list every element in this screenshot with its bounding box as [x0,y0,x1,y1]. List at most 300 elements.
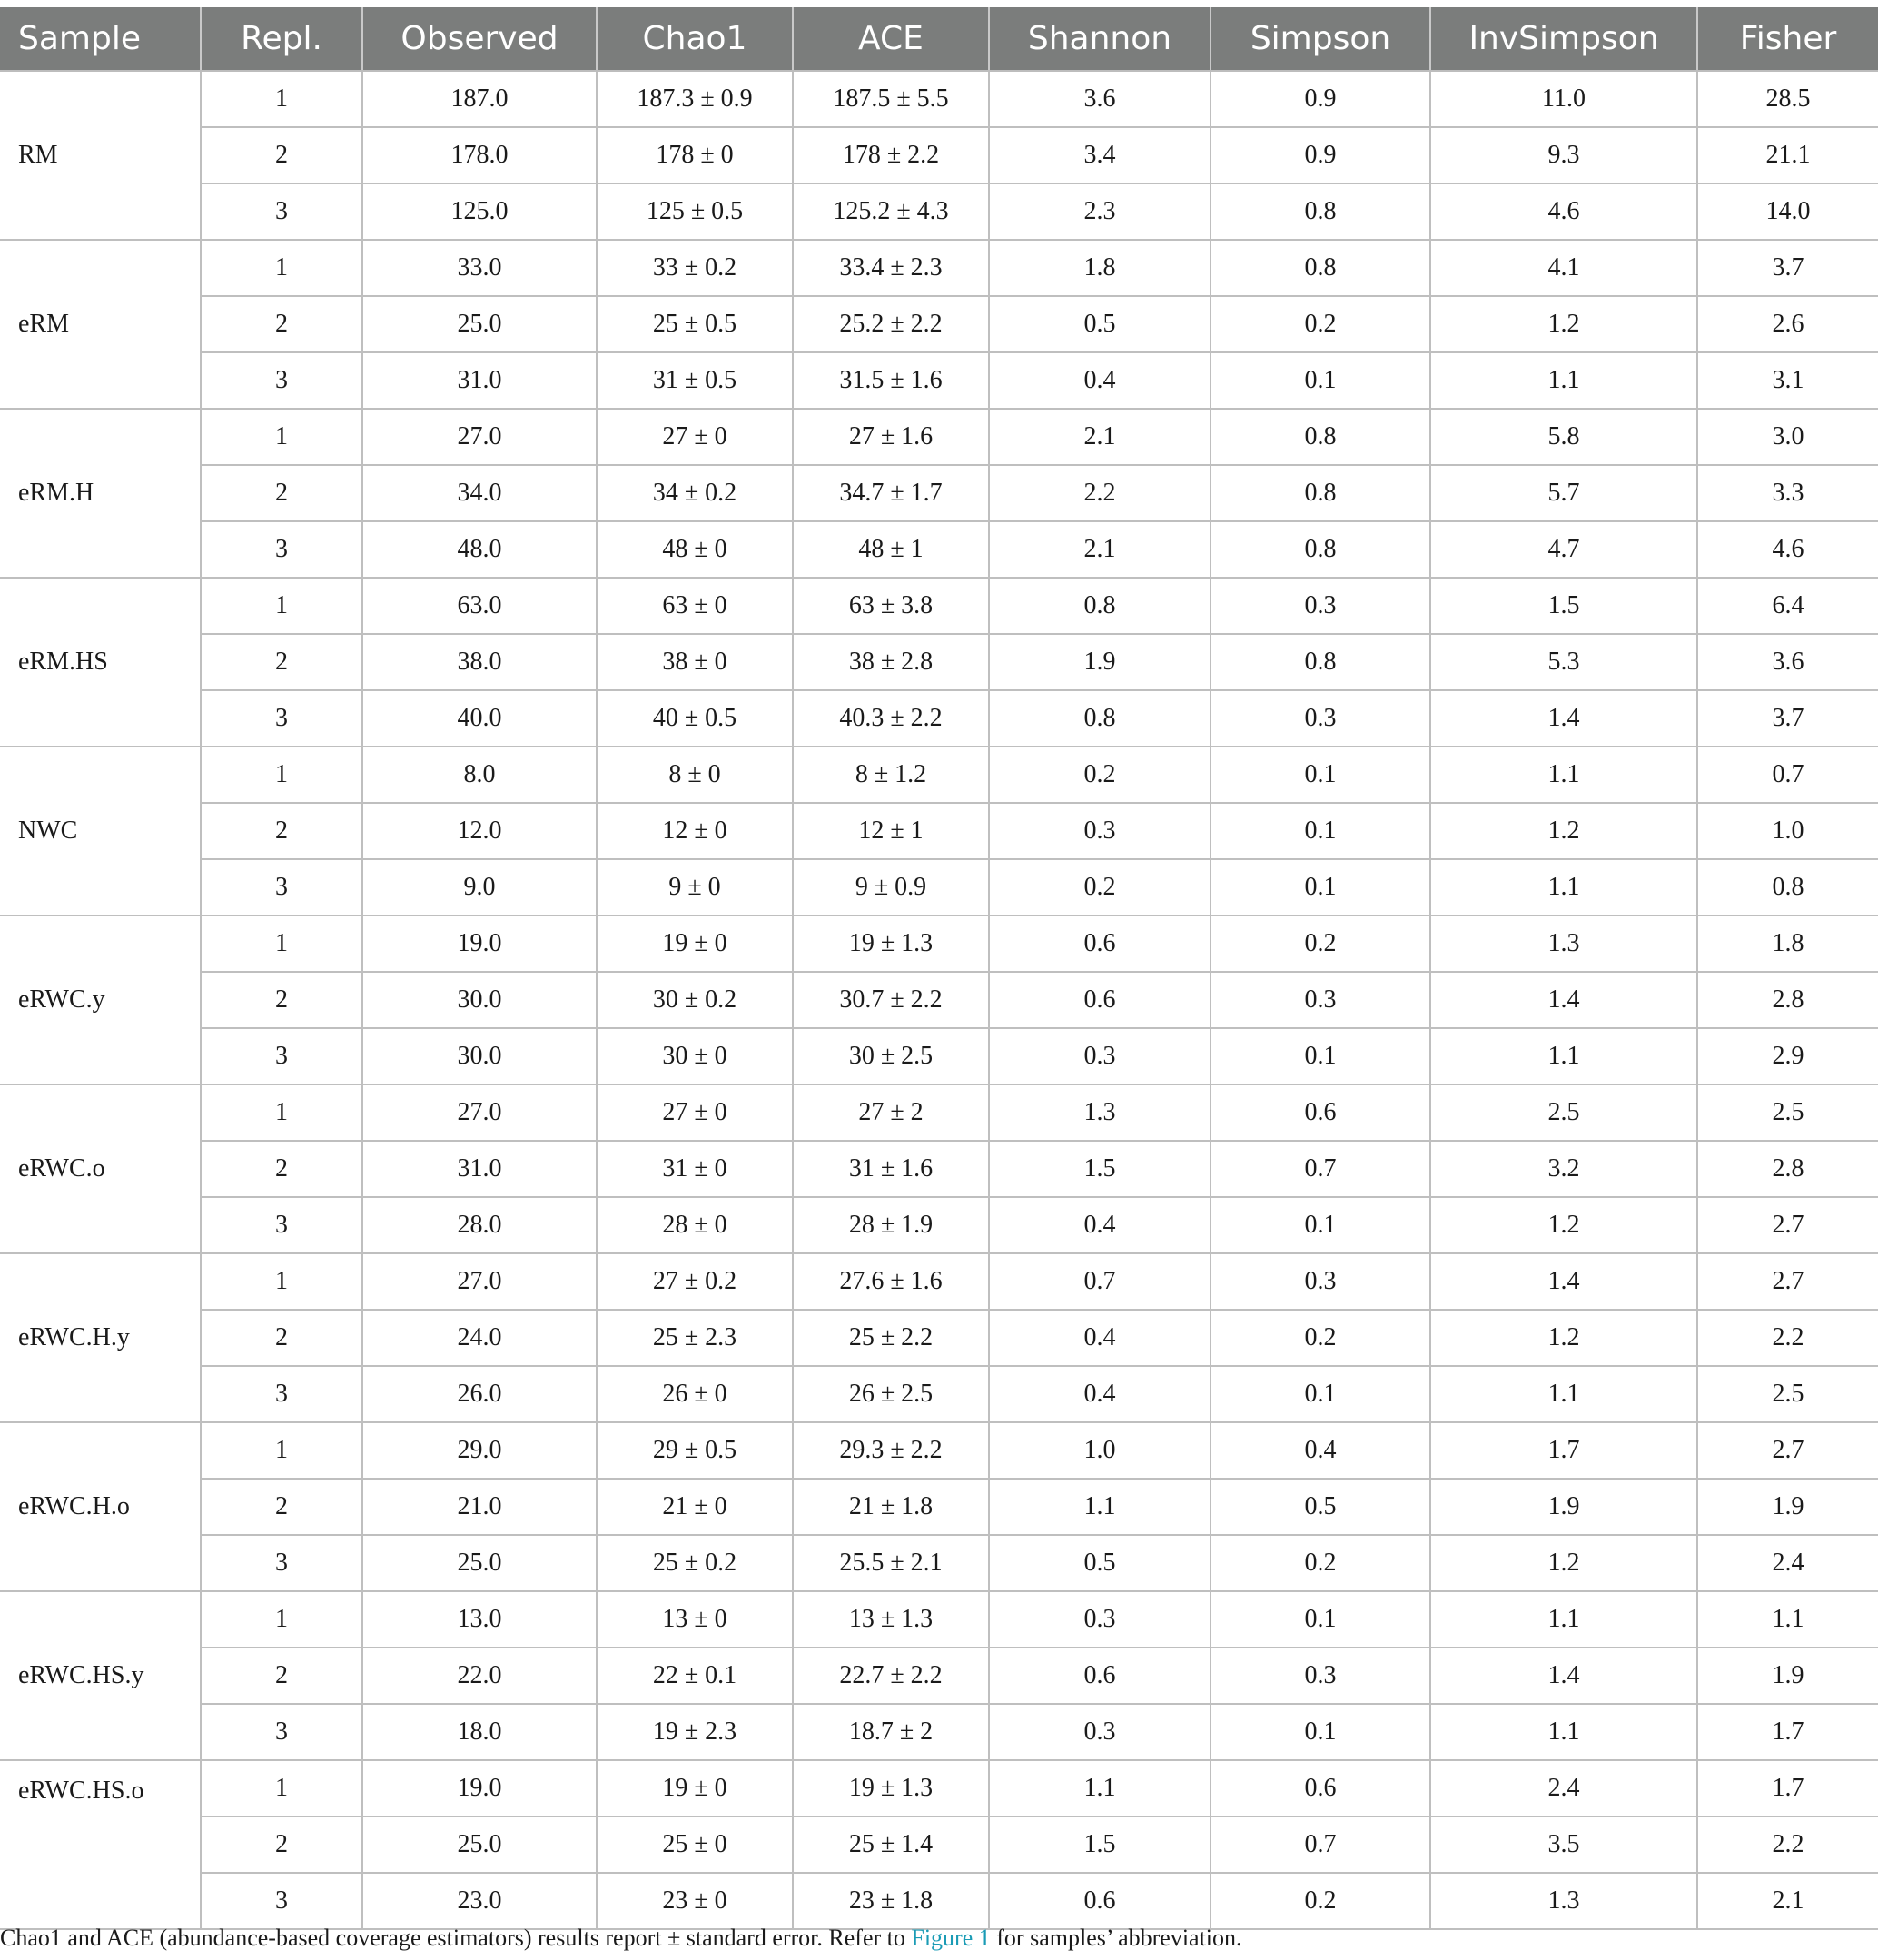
fisher-cell: 2.1 [1697,1873,1878,1929]
header-row [0,7,1878,71]
table-row [0,859,1878,916]
table-row [0,1816,1878,1873]
chao1-cell: 9 ± 0 [597,859,793,916]
ace-cell: 30 ± 2.5 [793,1028,989,1084]
fisher-cell: 1.9 [1697,1648,1878,1704]
table-row [0,1591,1878,1648]
replicate-cell: 1 [201,1591,362,1648]
replicate-cell: 1 [201,71,362,127]
shannon-cell: 3.6 [989,71,1211,127]
header-simpson: Simpson [1211,7,1430,71]
simpson-cell: 0.8 [1211,521,1430,578]
sample-name-cell: eRWC.y [0,916,201,1084]
invsimpson-cell: 9.3 [1430,127,1697,183]
caption-text-before: Chao1 and ACE (abundance-based coverage estimators) results report ± standard error. Refer to [0,1925,912,1951]
sample-name-cell: eRWC.H.o [0,1422,201,1591]
observed-cell: 33.0 [362,240,597,296]
fisher-cell: 28.5 [1697,71,1878,127]
sample-name-cell: NWC [0,747,201,916]
invsimpson-cell: 5.7 [1430,465,1697,521]
shannon-cell: 1.5 [989,1816,1211,1873]
table-row [0,1704,1878,1760]
fisher-cell: 1.0 [1697,803,1878,859]
shannon-cell: 2.2 [989,465,1211,521]
invsimpson-cell: 1.4 [1430,1253,1697,1310]
replicate-cell: 2 [201,127,362,183]
replicate-cell: 2 [201,1816,362,1873]
ace-cell: 25 ± 2.2 [793,1310,989,1366]
observed-cell: 30.0 [362,972,597,1028]
shannon-cell: 2.1 [989,409,1211,465]
figure-1-link[interactable]: Figure 1 [911,1925,991,1951]
table-row [0,916,1878,972]
observed-cell: 29.0 [362,1422,597,1479]
simpson-cell: 0.4 [1211,1422,1430,1479]
shannon-cell: 1.1 [989,1760,1211,1816]
replicate-cell: 2 [201,1479,362,1535]
table-row [0,1141,1878,1197]
replicate-cell: 1 [201,240,362,296]
invsimpson-cell: 1.1 [1430,1591,1697,1648]
table-row [0,803,1878,859]
replicate-cell: 2 [201,634,362,690]
replicate-cell: 3 [201,1873,362,1929]
shannon-cell: 0.8 [989,578,1211,634]
observed-cell: 178.0 [362,127,597,183]
replicate-cell: 1 [201,1760,362,1816]
shannon-cell: 0.4 [989,1197,1211,1253]
simpson-cell: 0.1 [1211,352,1430,409]
simpson-cell: 0.1 [1211,1197,1430,1253]
simpson-cell: 0.1 [1211,1704,1430,1760]
observed-cell: 38.0 [362,634,597,690]
invsimpson-cell: 4.6 [1430,183,1697,240]
sample-name-cell: eRM [0,240,201,409]
ace-cell: 8 ± 1.2 [793,747,989,803]
observed-cell: 31.0 [362,1141,597,1197]
shannon-cell: 1.8 [989,240,1211,296]
ace-cell: 27 ± 1.6 [793,409,989,465]
fisher-cell: 2.9 [1697,1028,1878,1084]
chao1-cell: 25 ± 0.5 [597,296,793,352]
simpson-cell: 0.1 [1211,747,1430,803]
chao1-cell: 34 ± 0.2 [597,465,793,521]
observed-cell: 30.0 [362,1028,597,1084]
replicate-cell: 1 [201,1084,362,1141]
table-row [0,1253,1878,1310]
chao1-cell: 28 ± 0 [597,1197,793,1253]
invsimpson-cell: 11.0 [1430,71,1697,127]
replicate-cell: 3 [201,1028,362,1084]
simpson-cell: 0.6 [1211,1760,1430,1816]
chao1-cell: 178 ± 0 [597,127,793,183]
fisher-cell: 3.7 [1697,690,1878,747]
header-fisher: Fisher [1697,7,1878,71]
table-row [0,634,1878,690]
simpson-cell: 0.3 [1211,1648,1430,1704]
table-row [0,1310,1878,1366]
chao1-cell: 187.3 ± 0.9 [597,71,793,127]
ace-cell: 23 ± 1.8 [793,1873,989,1929]
invsimpson-cell: 4.7 [1430,521,1697,578]
replicate-cell: 2 [201,296,362,352]
simpson-cell: 0.9 [1211,71,1430,127]
table-row [0,183,1878,240]
invsimpson-cell: 3.5 [1430,1816,1697,1873]
simpson-cell: 0.8 [1211,240,1430,296]
shannon-cell: 0.5 [989,1535,1211,1591]
observed-cell: 25.0 [362,296,597,352]
observed-cell: 12.0 [362,803,597,859]
fisher-cell: 2.2 [1697,1816,1878,1873]
results-table [0,7,1878,1930]
header-replicate: Repl. [201,7,362,71]
header-chao1: Chao1 [597,7,793,71]
table-row [0,747,1878,803]
chao1-cell: 30 ± 0.2 [597,972,793,1028]
ace-cell: 27 ± 2 [793,1084,989,1141]
replicate-cell: 1 [201,409,362,465]
ace-cell: 187.5 ± 5.5 [793,71,989,127]
shannon-cell: 0.6 [989,916,1211,972]
fisher-cell: 6.4 [1697,578,1878,634]
fisher-cell: 3.1 [1697,352,1878,409]
shannon-cell: 1.0 [989,1422,1211,1479]
chao1-cell: 27 ± 0 [597,409,793,465]
sample-name-cell: eRWC.H.y [0,1253,201,1422]
chao1-cell: 29 ± 0.5 [597,1422,793,1479]
table-row [0,1535,1878,1591]
replicate-cell: 1 [201,1422,362,1479]
observed-cell: 13.0 [362,1591,597,1648]
observed-cell: 28.0 [362,1197,597,1253]
chao1-cell: 25 ± 0 [597,1816,793,1873]
observed-cell: 18.0 [362,1704,597,1760]
observed-cell: 19.0 [362,1760,597,1816]
replicate-cell: 3 [201,690,362,747]
fisher-cell: 2.5 [1697,1084,1878,1141]
simpson-cell: 0.2 [1211,1310,1430,1366]
observed-cell: 40.0 [362,690,597,747]
header-observed: Observed [362,7,597,71]
shannon-cell: 2.3 [989,183,1211,240]
simpson-cell: 0.7 [1211,1141,1430,1197]
chao1-cell: 63 ± 0 [597,578,793,634]
replicate-cell: 3 [201,859,362,916]
table-row [0,1479,1878,1535]
replicate-cell: 1 [201,1253,362,1310]
ace-cell: 25 ± 1.4 [793,1816,989,1873]
fisher-cell: 1.8 [1697,916,1878,972]
fisher-cell: 2.7 [1697,1422,1878,1479]
replicate-cell: 2 [201,1141,362,1197]
replicate-cell: 3 [201,1197,362,1253]
ace-cell: 21 ± 1.8 [793,1479,989,1535]
invsimpson-cell: 1.2 [1430,1197,1697,1253]
fisher-cell: 0.8 [1697,859,1878,916]
fisher-cell: 21.1 [1697,127,1878,183]
simpson-cell: 0.1 [1211,803,1430,859]
invsimpson-cell: 1.2 [1430,1310,1697,1366]
simpson-cell: 0.8 [1211,465,1430,521]
simpson-cell: 0.6 [1211,1084,1430,1141]
observed-cell: 9.0 [362,859,597,916]
invsimpson-cell: 2.5 [1430,1084,1697,1141]
sample-name-cell: RM [0,71,201,240]
replicate-cell: 3 [201,521,362,578]
ace-cell: 29.3 ± 2.2 [793,1422,989,1479]
observed-cell: 125.0 [362,183,597,240]
replicate-cell: 3 [201,352,362,409]
invsimpson-cell: 1.4 [1430,1648,1697,1704]
table-row [0,1422,1878,1479]
table-row [0,71,1878,127]
table-row [0,578,1878,634]
observed-cell: 27.0 [362,1253,597,1310]
replicate-cell: 2 [201,1310,362,1366]
simpson-cell: 0.3 [1211,690,1430,747]
ace-cell: 38 ± 2.8 [793,634,989,690]
invsimpson-cell: 1.4 [1430,972,1697,1028]
shannon-cell: 0.4 [989,352,1211,409]
chao1-cell: 13 ± 0 [597,1591,793,1648]
replicate-cell: 2 [201,803,362,859]
invsimpson-cell: 1.1 [1430,1028,1697,1084]
invsimpson-cell: 1.4 [1430,690,1697,747]
observed-cell: 23.0 [362,1873,597,1929]
simpson-cell: 0.9 [1211,127,1430,183]
shannon-cell: 0.6 [989,1873,1211,1929]
table-row [0,296,1878,352]
chao1-cell: 12 ± 0 [597,803,793,859]
invsimpson-cell: 1.2 [1430,296,1697,352]
invsimpson-cell: 1.1 [1430,747,1697,803]
shannon-cell: 0.3 [989,1704,1211,1760]
shannon-cell: 0.3 [989,803,1211,859]
invsimpson-cell: 1.5 [1430,578,1697,634]
replicate-cell: 3 [201,1704,362,1760]
chao1-cell: 23 ± 0 [597,1873,793,1929]
invsimpson-cell: 2.4 [1430,1760,1697,1816]
chao1-cell: 48 ± 0 [597,521,793,578]
invsimpson-cell: 1.1 [1430,352,1697,409]
fisher-cell: 2.8 [1697,972,1878,1028]
sample-name-cell: eRWC.o [0,1084,201,1253]
observed-cell: 25.0 [362,1816,597,1873]
fisher-cell: 1.9 [1697,1479,1878,1535]
observed-cell: 48.0 [362,521,597,578]
table-row [0,352,1878,409]
table-row [0,1873,1878,1929]
ace-cell: 33.4 ± 2.3 [793,240,989,296]
observed-cell: 27.0 [362,1084,597,1141]
simpson-cell: 0.3 [1211,1253,1430,1310]
table-caption [0,1925,1878,1952]
observed-cell: 22.0 [362,1648,597,1704]
chao1-cell: 25 ± 0.2 [597,1535,793,1591]
fisher-cell: 3.6 [1697,634,1878,690]
simpson-cell: 0.3 [1211,972,1430,1028]
ace-cell: 9 ± 0.9 [793,859,989,916]
fisher-cell: 0.7 [1697,747,1878,803]
ace-cell: 27.6 ± 1.6 [793,1253,989,1310]
table-row [0,240,1878,296]
table-body [0,71,1878,1929]
replicate-cell: 2 [201,465,362,521]
chao1-cell: 27 ± 0 [597,1084,793,1141]
replicate-cell: 2 [201,1648,362,1704]
chao1-cell: 33 ± 0.2 [597,240,793,296]
table-row [0,1028,1878,1084]
fisher-cell: 3.7 [1697,240,1878,296]
invsimpson-cell: 1.1 [1430,1704,1697,1760]
invsimpson-cell: 1.1 [1430,859,1697,916]
chao1-cell: 31 ± 0 [597,1141,793,1197]
ace-cell: 63 ± 3.8 [793,578,989,634]
table-row [0,1760,1878,1816]
ace-cell: 19 ± 1.3 [793,916,989,972]
caption-text-after: for samples’ abbreviation. [990,1925,1242,1951]
header-ace: ACE [793,7,989,71]
table-row [0,690,1878,747]
table-row [0,465,1878,521]
simpson-cell: 0.3 [1211,578,1430,634]
observed-cell: 21.0 [362,1479,597,1535]
table-row [0,409,1878,465]
fisher-cell: 2.7 [1697,1253,1878,1310]
ace-cell: 26 ± 2.5 [793,1366,989,1422]
header-invsimpson: InvSimpson [1430,7,1697,71]
fisher-cell: 2.2 [1697,1310,1878,1366]
ace-cell: 25.2 ± 2.2 [793,296,989,352]
replicate-cell: 3 [201,183,362,240]
simpson-cell: 0.2 [1211,1535,1430,1591]
shannon-cell: 3.4 [989,127,1211,183]
invsimpson-cell: 5.8 [1430,409,1697,465]
replicate-cell: 1 [201,578,362,634]
fisher-cell: 1.1 [1697,1591,1878,1648]
sample-name-cell: eRM.HS [0,578,201,747]
observed-cell: 63.0 [362,578,597,634]
table-row [0,1197,1878,1253]
shannon-cell: 0.8 [989,690,1211,747]
observed-cell: 187.0 [362,71,597,127]
invsimpson-cell: 1.7 [1430,1422,1697,1479]
observed-cell: 31.0 [362,352,597,409]
replicate-cell: 3 [201,1535,362,1591]
simpson-cell: 0.8 [1211,183,1430,240]
replicate-cell: 3 [201,1366,362,1422]
ace-cell: 178 ± 2.2 [793,127,989,183]
shannon-cell: 0.6 [989,1648,1211,1704]
simpson-cell: 0.1 [1211,1028,1430,1084]
ace-cell: 25.5 ± 2.1 [793,1535,989,1591]
shannon-cell: 1.1 [989,1479,1211,1535]
chao1-cell: 19 ± 2.3 [597,1704,793,1760]
table-row [0,1084,1878,1141]
fisher-cell: 3.3 [1697,465,1878,521]
shannon-cell: 0.3 [989,1028,1211,1084]
simpson-cell: 0.7 [1211,1816,1430,1873]
ace-cell: 34.7 ± 1.7 [793,465,989,521]
table-row [0,521,1878,578]
shannon-cell: 0.5 [989,296,1211,352]
fisher-cell: 1.7 [1697,1760,1878,1816]
shannon-cell: 1.9 [989,634,1211,690]
table-row [0,1648,1878,1704]
shannon-cell: 0.6 [989,972,1211,1028]
shannon-cell: 0.3 [989,1591,1211,1648]
shannon-cell: 0.2 [989,747,1211,803]
table-row [0,127,1878,183]
chao1-cell: 19 ± 0 [597,916,793,972]
fisher-cell: 2.5 [1697,1366,1878,1422]
invsimpson-cell: 4.1 [1430,240,1697,296]
observed-cell: 26.0 [362,1366,597,1422]
replicate-cell: 2 [201,972,362,1028]
observed-cell: 19.0 [362,916,597,972]
fisher-cell: 14.0 [1697,183,1878,240]
ace-cell: 13 ± 1.3 [793,1591,989,1648]
ace-cell: 12 ± 1 [793,803,989,859]
invsimpson-cell: 1.1 [1430,1366,1697,1422]
simpson-cell: 0.1 [1211,859,1430,916]
table-row [0,972,1878,1028]
fisher-cell: 4.6 [1697,521,1878,578]
shannon-cell: 1.3 [989,1084,1211,1141]
chao1-cell: 125 ± 0.5 [597,183,793,240]
invsimpson-cell: 1.3 [1430,916,1697,972]
ace-cell: 31.5 ± 1.6 [793,352,989,409]
chao1-cell: 31 ± 0.5 [597,352,793,409]
chao1-cell: 30 ± 0 [597,1028,793,1084]
shannon-cell: 0.2 [989,859,1211,916]
fisher-cell: 2.6 [1697,296,1878,352]
replicate-cell: 1 [201,916,362,972]
observed-cell: 8.0 [362,747,597,803]
ace-cell: 28 ± 1.9 [793,1197,989,1253]
observed-cell: 25.0 [362,1535,597,1591]
fisher-cell: 2.4 [1697,1535,1878,1591]
simpson-cell: 0.1 [1211,1366,1430,1422]
chao1-cell: 38 ± 0 [597,634,793,690]
invsimpson-cell: 1.2 [1430,1535,1697,1591]
ace-cell: 22.7 ± 2.2 [793,1648,989,1704]
invsimpson-cell: 1.2 [1430,803,1697,859]
sample-name-cell: eRWC.HS.o [0,1760,201,1929]
fisher-cell: 2.7 [1697,1197,1878,1253]
invsimpson-cell: 3.2 [1430,1141,1697,1197]
ace-cell: 30.7 ± 2.2 [793,972,989,1028]
table-row [0,1366,1878,1422]
ace-cell: 48 ± 1 [793,521,989,578]
shannon-cell: 0.4 [989,1366,1211,1422]
observed-cell: 27.0 [362,409,597,465]
shannon-cell: 0.4 [989,1310,1211,1366]
fisher-cell: 1.7 [1697,1704,1878,1760]
chao1-cell: 19 ± 0 [597,1760,793,1816]
chao1-cell: 27 ± 0.2 [597,1253,793,1310]
ace-cell: 19 ± 1.3 [793,1760,989,1816]
simpson-cell: 0.8 [1211,409,1430,465]
fisher-cell: 3.0 [1697,409,1878,465]
observed-cell: 34.0 [362,465,597,521]
fisher-cell: 2.8 [1697,1141,1878,1197]
invsimpson-cell: 1.3 [1430,1873,1697,1929]
chao1-cell: 21 ± 0 [597,1479,793,1535]
replicate-cell: 1 [201,747,362,803]
header-shannon: Shannon [989,7,1211,71]
